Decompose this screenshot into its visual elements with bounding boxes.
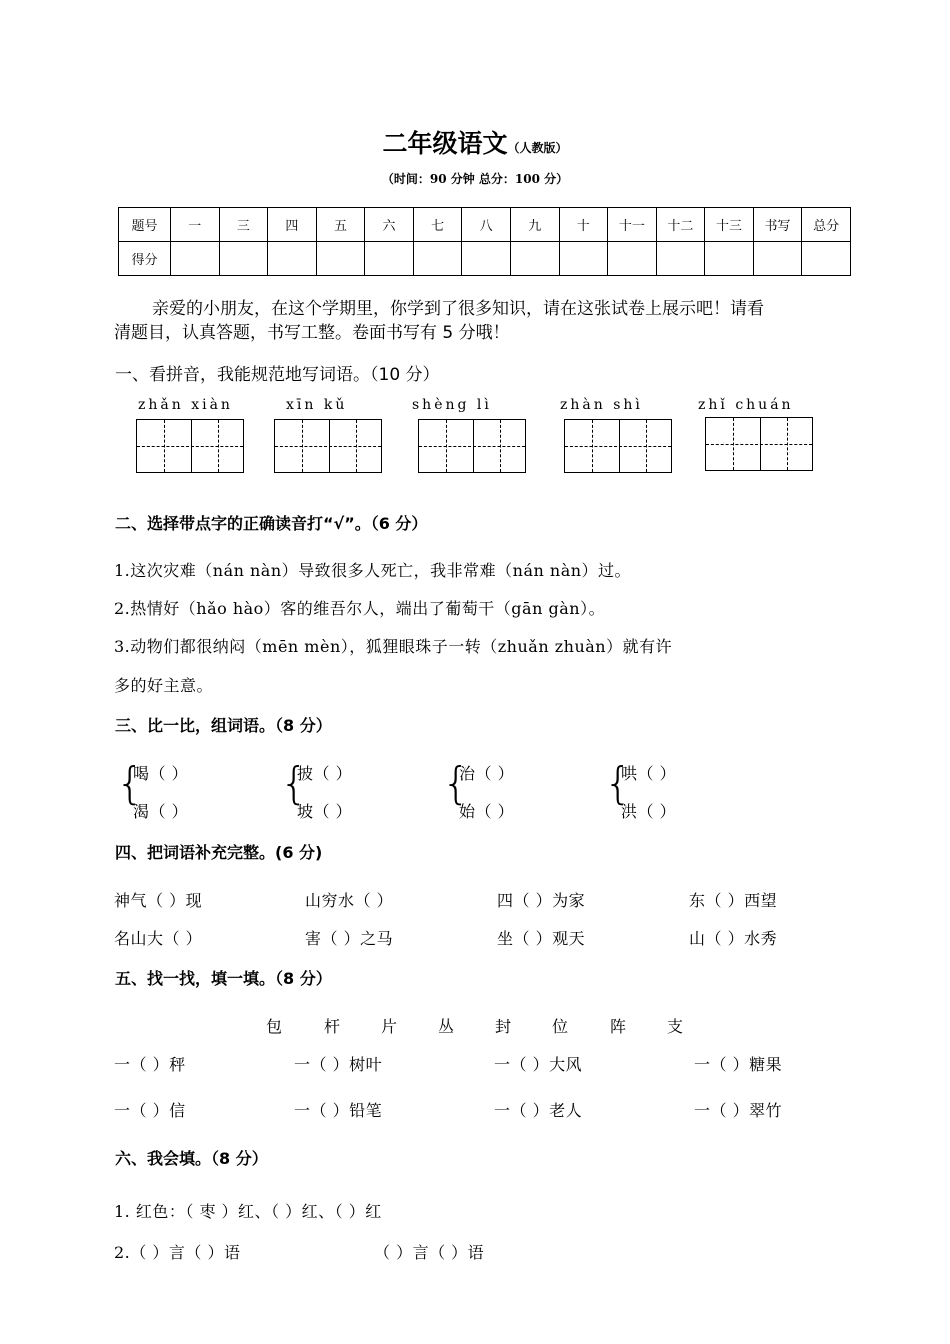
idiom-item: 山穷水（ ）	[305, 891, 394, 910]
exam-info: （时间：90 分钟 总分：100 分）	[381, 172, 569, 186]
score-input-cell[interactable]	[268, 242, 317, 276]
brace-icon: {	[280, 758, 308, 809]
table-cell: 六	[365, 208, 414, 242]
measure-word-item: 一（ ）树叶	[294, 1055, 383, 1074]
table-cell: 十二	[656, 208, 705, 242]
measure-word-item: 一（ ）老人	[494, 1101, 583, 1120]
intro-line-1: 亲爱的小朋友，在这个学期里，你学到了很多知识，请在这张试卷上展示吧！请看	[152, 299, 764, 319]
writing-grid[interactable]	[705, 417, 813, 471]
idiom-item: 神气（ ）现	[114, 891, 203, 910]
question-line: 1. 红色：（ 枣 ）红、（ ）红、（ ）红	[114, 1202, 382, 1221]
measure-word-item: 一（ ）信	[114, 1101, 186, 1120]
word-pair-top: 喝（ ）	[133, 764, 189, 783]
table-cell: 一	[171, 208, 220, 242]
score-input-cell[interactable]	[413, 242, 462, 276]
idiom-item: 害（ ）之马	[305, 929, 394, 948]
score-input-cell[interactable]	[753, 242, 802, 276]
section-5-heading: 五、找一找，填一填。（8 分）	[115, 969, 332, 988]
word-pair-top: 披（ ）	[297, 764, 353, 783]
score-table-score-row	[119, 242, 851, 276]
edition-label: （人教版）	[507, 141, 568, 155]
table-cell: 九	[510, 208, 559, 242]
table-cell: 三	[219, 208, 268, 242]
word-bank-item: 片	[381, 1017, 398, 1036]
score-input-cell[interactable]	[171, 242, 220, 276]
word-pair-top: 哄（ ）	[621, 764, 677, 783]
question-line: 2.热情好（hǎo hào）客的维吾尔人，端出了葡萄干（gān gàn）。	[114, 599, 606, 618]
idiom-item: 山（ ）水秀	[689, 929, 778, 948]
idiom-item: 四（ ）为家	[497, 891, 586, 910]
table-cell: 十一	[608, 208, 657, 242]
section-6-heading: 六、我会填。（8 分）	[115, 1149, 268, 1168]
page-title: 二年级语文（人教版）	[382, 129, 568, 158]
pinyin-label: zhàn shì	[560, 397, 643, 413]
score-input-cell[interactable]	[559, 242, 608, 276]
word-bank-item: 封	[495, 1017, 512, 1036]
score-input-cell[interactable]	[462, 242, 511, 276]
score-input-cell[interactable]	[608, 242, 657, 276]
table-cell: 五	[316, 208, 365, 242]
pinyin-label: shèng lì	[412, 397, 492, 413]
word-pair-bottom: 坡（ ）	[297, 802, 353, 821]
intro-line-2: 清题目，认真答题，书写工整。卷面书写有 5 分哦！	[114, 323, 510, 343]
word-pair-bottom: 始（ ）	[459, 802, 515, 821]
table-cell: 十三	[705, 208, 754, 242]
brace-icon: {	[442, 758, 470, 809]
word-bank-item: 位	[552, 1017, 569, 1036]
writing-grid[interactable]	[274, 419, 382, 473]
table-cell: 四	[268, 208, 317, 242]
word-bank-item: 杆	[324, 1017, 341, 1036]
pinyin-label: xīn kǔ	[286, 397, 348, 413]
score-input-cell[interactable]	[510, 242, 559, 276]
brace-icon: {	[116, 758, 144, 809]
brace-icon: {	[604, 758, 632, 809]
measure-word-item: 一（ ）秤	[114, 1055, 186, 1074]
question-line: 多的好主意。	[114, 676, 214, 695]
table-cell: 书写	[753, 208, 802, 242]
measure-word-item: 一（ ）糖果	[694, 1055, 783, 1074]
pinyin-label: zhǎn xiàn	[138, 397, 233, 413]
table-cell: 十	[559, 208, 608, 242]
score-input-cell[interactable]	[705, 242, 754, 276]
word-bank-item: 丛	[438, 1017, 455, 1036]
word-pair-top: 治（ ）	[459, 764, 515, 783]
writing-grid[interactable]	[136, 419, 244, 473]
score-input-cell[interactable]	[802, 242, 851, 276]
table-cell: 七	[413, 208, 462, 242]
question-line: 1.这次灾难（nán nàn）导致很多人死亡，我非常难（nán nàn）过。	[114, 561, 632, 580]
question-line: 3.动物们都很纳闷（mēn mèn），狐狸眼珠子一转（zhuǎn zhuàn）就有许	[114, 637, 673, 656]
question-line: （ ）言（ ）语	[374, 1243, 485, 1262]
idiom-item: 东（ ）西望	[689, 891, 778, 910]
section-4-heading: 四、把词语补充完整。(6 分)	[115, 843, 323, 862]
measure-word-item: 一（ ）大风	[494, 1055, 583, 1074]
measure-word-item: 一（ ）铅笔	[294, 1101, 383, 1120]
writing-grid[interactable]	[564, 419, 672, 473]
score-input-cell[interactable]	[656, 242, 705, 276]
word-bank-item: 阵	[610, 1017, 627, 1036]
word-pair-bottom: 洪（ ）	[621, 802, 677, 821]
idiom-item: 名山大（ ）	[114, 929, 203, 948]
score-input-cell[interactable]	[365, 242, 414, 276]
table-cell: 题号	[119, 208, 171, 242]
score-table	[118, 207, 851, 276]
score-input-cell[interactable]	[316, 242, 365, 276]
measure-word-item: 一（ ）翠竹	[694, 1101, 783, 1120]
score-input-cell[interactable]	[219, 242, 268, 276]
section-2-heading: 二、选择带点字的正确读音打“√”。（6 分）	[115, 514, 428, 533]
table-cell: 总分	[802, 208, 851, 242]
word-bank-item: 支	[667, 1017, 684, 1036]
score-table-header-row	[119, 208, 851, 242]
word-bank-item: 包	[266, 1017, 283, 1036]
writing-grid[interactable]	[418, 419, 526, 473]
idiom-item: 坐（ ）观天	[497, 929, 586, 948]
table-cell: 八	[462, 208, 511, 242]
section-3-heading: 三、比一比，组词语。（8 分）	[115, 716, 332, 735]
section-1-heading: 一、看拼音，我能规范地写词语。（10 分）	[115, 365, 440, 385]
pinyin-label: zhǐ chuán	[698, 397, 794, 413]
word-pair-bottom: 渴（ ）	[133, 802, 189, 821]
question-line: 2.（ ）言（ ）语	[114, 1243, 241, 1262]
table-cell: 得分	[119, 242, 171, 276]
